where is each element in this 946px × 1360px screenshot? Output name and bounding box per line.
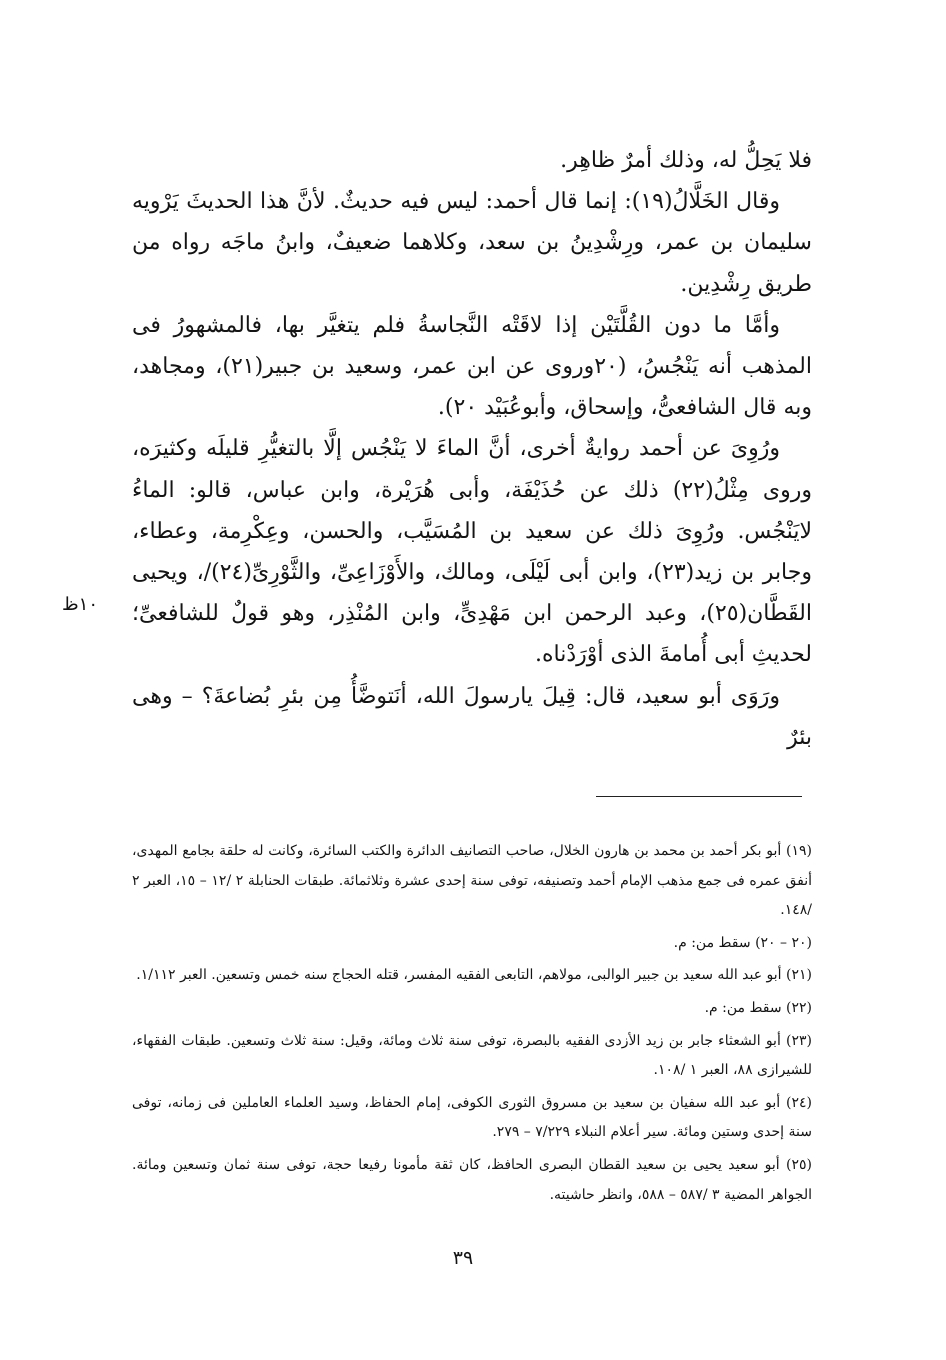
footnote: (١٩) أبو بكر أحمد بن محمد بن هارون الخلال، صاحب التصانيف الدائرة والكتب السائرة، وكانت له حلقة بجامع المهدى، أنفق عمره فى جمع مذهب الإمام أحمد وتصنيفه، توفى سنة إحدى عشرة وثلاثمائة. طبقات الحنابلة ٢ /١٢ – ١٥، العبر ٢ /١٤٨. — [132, 843, 813, 919]
paragraph: ورُوِىَ عن أحمد روايةٌ أخرى، أنَّ الماءَ لا يَنْجُس إلَّا بالتغيُّرِ قليلَه وكثيرَه، وروى مِثْلُ(٢٢) ذلك عن حُذَيْفَة، وأبى هُرَيْرة، وابن عباس، قالو: الماءُ لايَنْجُس. ورُوِىَ ذلك عن سعيد بن المُسَيَّب، والحسن، وعِكْرِمة، وعطاء، وجابر بن زيد(٢٣)، وابن أبى لَيْلَى، ومالك، والأَوْزَاعِىِّ، والثَّوْرِىِّ(٢٤)/، ويحيى القَطَّان(٢٥)، وعبد الرحمن ابن مَهْدِىٍّ، وابن المُنْذِر، وهو قولٌ للشافعىِّ؛ لحديثِ أبى أُمامةَ الذى أوْرَدْناه. — [132, 436, 812, 668]
manuscript-margin-note: ١٠ظ — [62, 594, 98, 615]
main-text — [132, 140, 812, 758]
footnotes — [132, 837, 812, 1213]
footnote: (٢٥) أبو سعيد يحيى بن سعيد القطان البصرى الحافظ، كان ثقة مأمونا رفيعا حجة، توفى سنة ثمان وتسعين ومائة. الجواهر المضية ٣ /٥٨٧ – ٥٨٨، وانظر حاشيته. — [132, 1156, 812, 1203]
footnote-divider — [596, 796, 802, 797]
paragraph: وقال الخَلَّالُ(١٩): إنما قال أحمد: ليس فيه حديثٌ. لأنَّ هذا الحديثَ يَرْويه سليمان بن عمر، ورِشْدِينُ بن سعد، وكلاهما ضعيفٌ، وابنُ ماجَه رواه من طريق رِشْدِين. — [132, 189, 812, 297]
footnote: (٢١) أبو عبد الله سعيد بن جبير الوالبى، مولاهم، التابعى الفقيه المفسر، قتله الحجاج سنه خمس وتسعين. العبر ١/١١٢. — [136, 967, 812, 984]
footnote: (٢٣) أبو الشعثاء جابر بن زيد الأزدى الفقيه بالبصرة، توفى سنة ثلاث ومائة، وقيل: سنة ثلاث وتسعين. طبقات الفقهاء، للشيرازى ٨٨، العبر ١ /١٠٨. — [132, 1032, 812, 1079]
paragraph: فلا يَحِلُّ له، وذلك أمرٌ ظاهِر. — [560, 148, 812, 173]
footnote: (٢٢) سقط من: م. — [704, 999, 812, 1016]
paragraph: وأمَّا ما دون القُلَّتَيْن إذا لاقَتْه النَّجاسةُ فلم يتغيَّر بها، فالمشهورُ فى المذهب أنه يَنْجُسُ، (٢٠وروى عن ابن عمر، وسعيد بن جبير(٢١)، ومجاهد، وبه قال الشافعىُّ، وإسحاق، وأبوعُبَيْد ٢٠). — [132, 312, 812, 421]
footnote: (٢٠ – ٢٠) سقط من: م. — [673, 934, 812, 951]
footnote: (٢٤) أبو عبد الله سفيان بن سعيد بن مسروق الثورى الكوفى، إمام الحفاظ، وسيد العلماء العاملين فى زمانه، توفى سنة إحدى وستين ومائة. سير أعلام النبلاء ٧/٢٢٩ – ٢٧٩. — [132, 1094, 812, 1141]
page-number: ٣٩ — [452, 1247, 474, 1269]
paragraph: ورَوَى أبو سعيد، قال: قِيلَ يارسولَ الله، أنَتوضَّأُ مِن بئرِ بُضاعةَ؟ – وهى بئرٌ — [132, 683, 812, 750]
